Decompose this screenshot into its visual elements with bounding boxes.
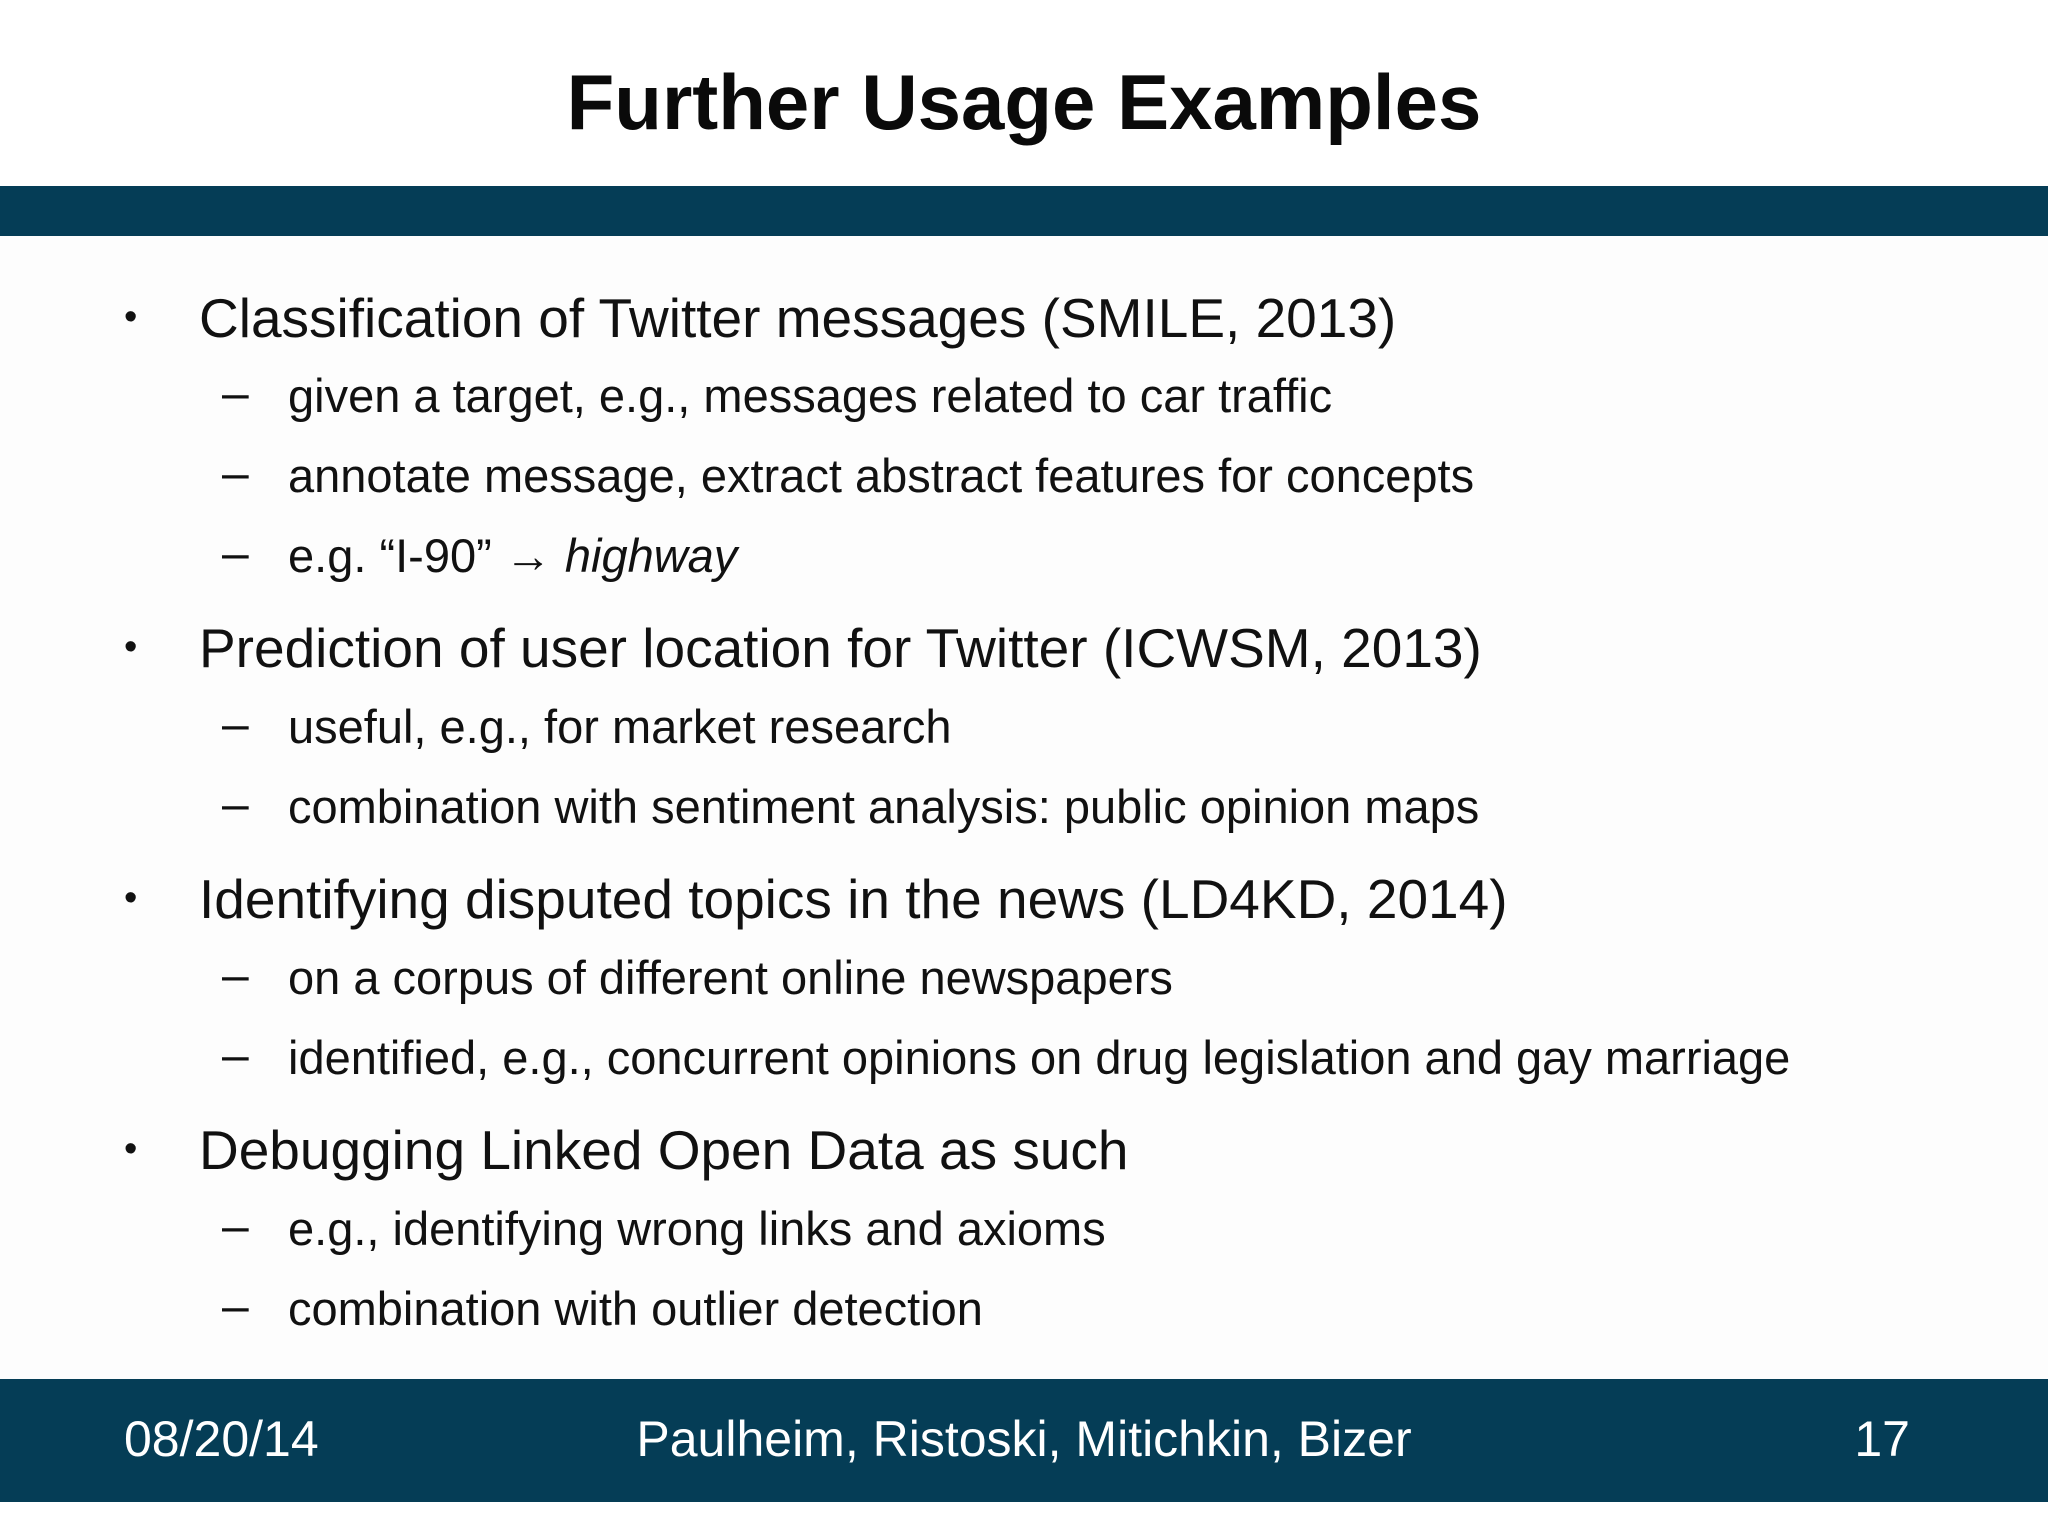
bullet-icon: • [124, 626, 138, 668]
page-number: 17 [1854, 1411, 1910, 1467]
footer-date: 08/20/14 [124, 1411, 319, 1467]
dash-icon: – [222, 447, 249, 500]
dash-icon: – [222, 1280, 249, 1333]
bullet-1-sub-3 [288, 528, 737, 584]
bullet-1-sub-2: annotate message, extract abstract features for concepts [288, 449, 1475, 502]
dash-icon: – [222, 527, 249, 580]
footer-authors: Paulheim, Ristoski, Mitichkin, Bizer [636, 1411, 1412, 1467]
slide-content [0, 236, 2048, 1379]
bullet-3-sub-2: identified, e.g., concurrent opinions on drug legislation and gay marriage [288, 1031, 1791, 1084]
bullet-2-text: Prediction of user location for Twitter (ICWSM, 2013) [199, 617, 1482, 679]
bullet-4-sub-2: combination with outlier detection [288, 1282, 983, 1335]
bullet-icon: • [124, 1128, 138, 1170]
dash-icon: – [222, 778, 249, 831]
bullet-1-text: Classification of Twitter messages (SMILE, 2013) [199, 287, 1397, 349]
dash-icon: – [222, 1029, 249, 1082]
bullet-3-sub-1: on a corpus of different online newspapers [288, 951, 1173, 1004]
bullet-1-sub-3-emphasis: highway [564, 529, 738, 582]
dash-icon: – [222, 698, 249, 751]
bullet-3-text: Identifying disputed topics in the news (LD4KD, 2014) [199, 868, 1508, 930]
bullet-4-text: Debugging Linked Open Data as such [199, 1119, 1129, 1181]
header-band [0, 186, 2048, 236]
slide-title: Further Usage Examples [566, 58, 1482, 146]
footer-bar [0, 1379, 2048, 1502]
bullet-icon: • [124, 877, 138, 919]
dash-icon: – [222, 949, 249, 1002]
bullet-icon: • [124, 296, 138, 338]
dash-icon: – [222, 367, 249, 420]
bottom-strip [0, 1502, 2048, 1536]
bullet-4-sub-1: e.g., identifying wrong links and axioms [288, 1202, 1106, 1255]
bullet-2-sub-2: combination with sentiment analysis: public opinion maps [288, 780, 1480, 833]
bullet-1-sub-1: given a target, e.g., messages related to car traffic [288, 369, 1333, 422]
bullet-2-sub-1: useful, e.g., for market research [288, 700, 952, 753]
dash-icon: – [222, 1200, 249, 1253]
bullet-1-sub-3-prefix: e.g. “I-90” → [288, 529, 565, 582]
